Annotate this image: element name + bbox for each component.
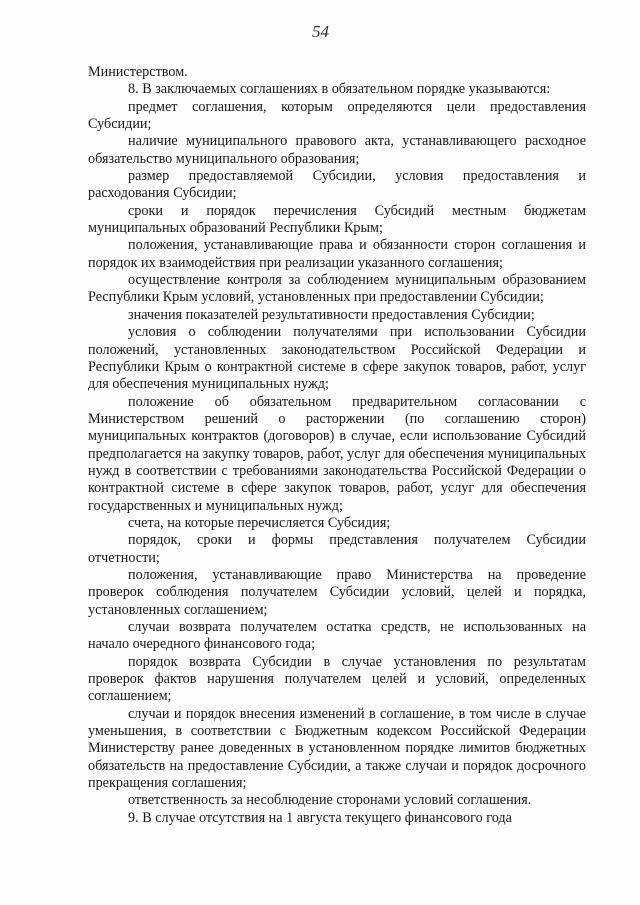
paragraph: 8. В заключаемых соглашениях в обязательном порядке указываются: (128, 81, 551, 98)
paragraph: Министерством. (88, 64, 188, 80)
paragraph: положение об обязательном предварительном согласовании с Министерством решений о расторжении (по соглашению сторон) муниципальных контрактов (договоров) в случае, если использование Субсидий предполагается на закупку товаров, работ, услуг для обеспечения муниципальных нужд в соответствии с требованиями законодательства Российской Федерации о контрактной системе в сфере закупок товаров, работ, услуг для обеспечения государственных и муниципальных нужд; (88, 393, 586, 514)
paragraph: наличие муниципального правового акта, устанавливающего расходное обязательство муниципального образования; (88, 133, 586, 167)
document-body (88, 64, 586, 827)
paragraph: условия о соблюдении получателями при использовании Субсидии положений, установленных законодательством Российской Федерации и Республики Крым о контрактной системе в сфере закупок товаров, работ, услуг для обеспечения муниципальных нужд; (88, 324, 586, 393)
paragraph: сроки и порядок перечисления Субсидий местным бюджетам муниципальных образований Республики Крым; (88, 202, 586, 237)
paragraph: 9. В случае отсутствия на 1 августа текущего финансового года (128, 809, 512, 826)
paragraph: счета, на которые перечисляется Субсидия; (128, 514, 391, 531)
paragraph: предмет соглашения, которым определяются цели предоставления Субсидии; (88, 98, 586, 133)
paragraph: порядок возврата Субсидии в случае установления по результатам проверок фактов нарушения получателем целей и условий, определенных соглашением; (88, 653, 586, 705)
page-number: 54 (312, 22, 329, 41)
paragraph: ответственность за несоблюдение сторонами условий соглашения. (128, 792, 532, 809)
paragraph: осуществление контроля за соблюдением муниципальным образованием Республики Крым условий, установленных при предоставлении Субсидии; (88, 272, 586, 306)
paragraph: случаи возврата получателем остатка средств, не использованных на начало очередного финансового года; (88, 619, 586, 653)
paragraph: положения, устанавливающие права и обязанности сторон соглашения и порядок их взаимодействия при реализации указанного соглашения; (88, 237, 586, 271)
paragraph: положения, устанавливающие право Министерства на проведение проверок соблюдения получателем Субсидии условий, целей и порядка, установленных соглашением; (88, 566, 586, 618)
paragraph: случаи и порядок внесения изменений в соглашение, в том числе в случае уменьшения, в соответствии с Бюджетным кодексом Российской Федерации Министерству ранее доведенных в установленном порядке лимитов бюджетных обязательств на предоставление Субсидии, а также случаи и порядок досрочного прекращения соглашения; (88, 705, 586, 792)
paragraph: значения показателей результативности предоставления Субсидии; (128, 306, 535, 323)
paragraph: порядок, сроки и формы представления получателем Субсидии отчетности; (88, 532, 586, 566)
paragraph: размер предоставляемой Субсидии, условия предоставления и расходования Субсидии; (88, 168, 586, 202)
